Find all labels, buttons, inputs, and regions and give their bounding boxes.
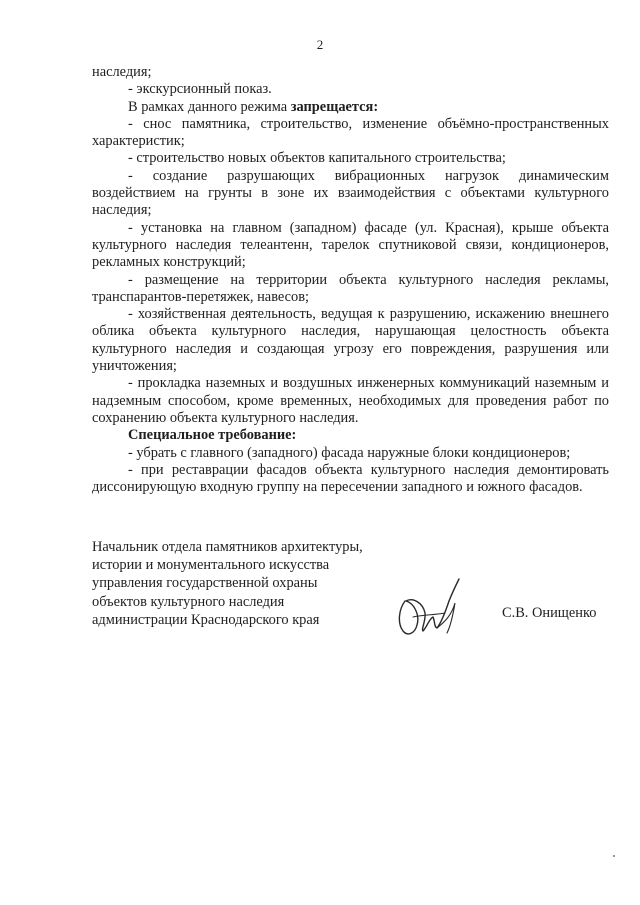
regime-intro: В рамках данного режима xyxy=(128,98,288,115)
signer-title-line: Начальник отдела памятников архитектуры, xyxy=(92,539,363,555)
signer-title xyxy=(92,538,392,629)
special-heading xyxy=(92,427,609,444)
special-heading-text: Специальное требование: xyxy=(128,427,297,444)
special-item-air-conditioners: - убрать с главного (западного) фасада наружные блоки кондиционеров; xyxy=(128,444,571,461)
prohibited-item-economic-activity: - хозяйственная деятельность, ведущая к разрушению, искажению внешнего облика объекта культурного наследия, нарушающая целостность объекта культурного наследия и создающая угрозу его повреждения, разрушения или уничтожения; xyxy=(92,306,609,375)
document-body xyxy=(92,64,609,496)
prohibited-item-new-construction: - строительство новых объектов капитального строительства; xyxy=(128,150,506,167)
signer-title-line: объектов культурного наследия xyxy=(92,593,285,610)
prohibited-item-communications: - прокладка наземных и воздушных инженерных коммуникаций наземным и надземным способом, кроме временных, необходимых для проведения работ по сохранению объекта культурного наследия. xyxy=(92,375,609,426)
page-number: 2 xyxy=(316,37,324,52)
prohibited-item-advertising: - размещение на территории объекта культурного наследия рекламы, транспарантов-перетяжек, навесов; xyxy=(92,271,609,305)
signer-title-line: управления государственной охраны xyxy=(92,575,318,592)
handwritten-signature xyxy=(393,573,463,643)
signer-title-line: истории и монументального искусства xyxy=(92,557,330,574)
regime-paragraph xyxy=(92,99,609,116)
scan-speck xyxy=(613,855,615,857)
prohibited-item-antennas: - установка на главном (западном) фасаде (ул. Красная), крыше объекта культурного наследия телеантенн, тарелок спутниковой связи, кондиционеров, рекламных конструкций; xyxy=(92,219,609,271)
list-item-excursion: - экскурсионный показ. xyxy=(128,81,272,98)
signer-name: С.В. Онищенко xyxy=(502,605,597,621)
regime-prohibited-label: запрещается: xyxy=(290,98,379,115)
special-item-entrance-group: - при реставрации фасадов объекта культурного наследия демонтировать диссонирующую входную группу на пересечении западного и южного фасадов. xyxy=(92,461,609,496)
prohibited-item-vibration: - создание разрушающих вибрационных нагрузок динамическим воздействием на грунты в зоне их взаимодействия с объектами культурного наследия; xyxy=(92,167,609,219)
signer-title-line: администрации Краснодарского края xyxy=(92,611,320,628)
continuation-line: наследия; xyxy=(92,64,152,80)
prohibited-item-demolition: - снос памятника, строительство, изменение объёмно-пространственных характеристик; xyxy=(92,115,609,150)
